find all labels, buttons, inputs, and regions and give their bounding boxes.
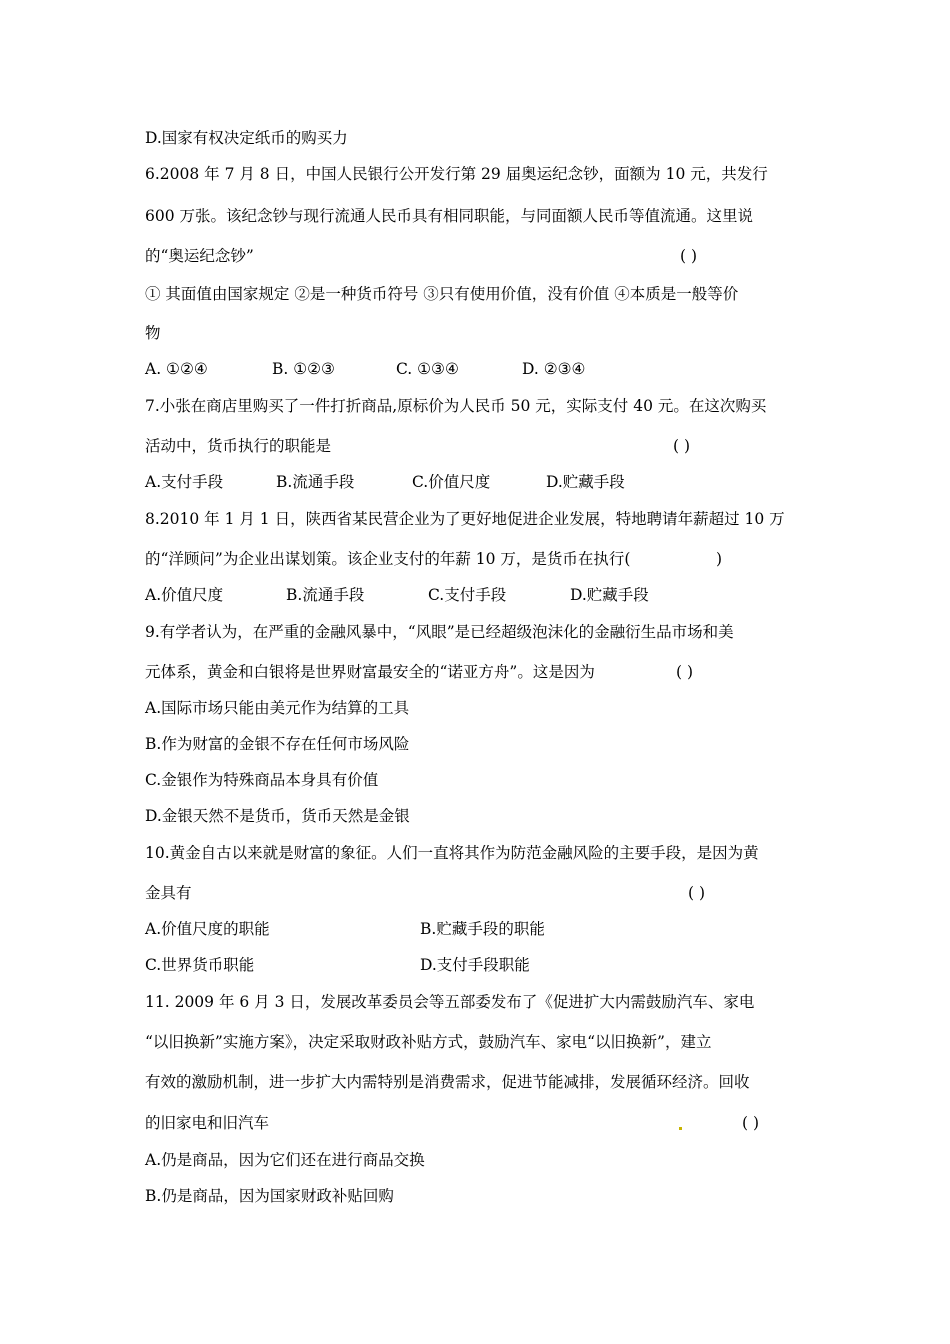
q9-answer-blank: ( ) [676,663,694,681]
q11-stem-line-2: “以旧换新”实施方案》，决定采取财政补贴方式，鼓励汽车、家电“以旧换新”，建立 [145,1033,712,1051]
q10-stem-line-1: 10.黄金自古以来就是财富的象征。人们一直将其作为防范金融风险的主要手段，是因为黄 [145,844,759,862]
q6-stem-line-2: 600 万张。该纪念钞与现行流通人民币具有相同职能，与同面额人民币等值流通。这里说 [145,207,754,225]
q11-answer-blank: ( ) [742,1114,760,1132]
speck-mark [679,1127,682,1130]
q7-stem-line-2: 活动中，货币执行的职能是 [145,437,332,455]
q7-option-b: B.流通手段 [276,473,355,491]
q11-option-b: B.仍是商品，因为国家财政补贴回购 [145,1187,394,1205]
q10-option-c: C.世界货币职能 [145,956,255,974]
q9-stem-line-2: 元体系，黄金和白银将是世界财富最安全的“诺亚方舟”。这是因为 [145,663,595,681]
q7-stem-line-1: 7.小张在商店里购买了一件打折商品,原标价为人民币 50 元，实际支付 40 元。在这次购买 [145,397,767,415]
q7-option-d: D.贮藏手段 [546,473,625,491]
q6-statements-cont: 物 [145,324,161,342]
q8-stem-line-1: 8.2010 年 1 月 1 日，陕西省某民营企业为了更好地促进企业发展，特地聘请年薪超过 10 万 [145,510,785,528]
q11-option-a: A.仍是商品，因为它们还在进行商品交换 [145,1151,425,1169]
q6-option-c: C. ①③④ [396,360,459,378]
q9-option-d: D.金银天然不是货币，货币天然是金银 [145,807,410,825]
q10-option-b: B.贮藏手段的职能 [420,920,545,938]
q8-stem-line-2: 的“洋顾问”为企业出谋划策。该企业支付的年薪 10 万，是货币在执行( [145,550,631,568]
q6-stem-line-3: 的“奥运纪念钞” [145,247,254,265]
q9-option-b: B.作为财富的金银不存在任何市场风险 [145,735,410,753]
q10-answer-blank: ( ) [688,884,706,902]
q6-option-d: D. ②③④ [522,360,586,378]
q10-stem-line-2: 金具有 [145,884,192,902]
q7-answer-blank: ( ) [673,437,691,455]
q8-option-d: D.贮藏手段 [570,586,649,604]
q8-option-a: A.价值尺度 [145,586,224,604]
q9-option-a: A.国际市场只能由美元作为结算的工具 [145,699,410,717]
q7-option-c: C.价值尺度 [412,473,491,491]
q8-option-b: B.流通手段 [286,586,365,604]
q9-option-c: C.金银作为特殊商品本身具有价值 [145,771,379,789]
q11-stem-line-1: 11. 2009 年 6 月 3 日，发展改革委员会等五部委发布了《促进扩大内需鼓励汽车、家电 [145,993,755,1011]
q10-option-a: A.价值尺度的职能 [145,920,270,938]
q9-stem-line-1: 9.有学者认为，在严重的金融风暴中，“风眼”是已经超级泡沫化的金融衍生品市场和美 [145,623,734,641]
q6-option-b: B. ①②③ [272,360,335,378]
q11-stem-line-3: 有效的激励机制，进一步扩大内需特别是消费需求，促进节能减排，发展循环经济。回收 [145,1073,750,1091]
q5-option-d: D.国家有权决定纸币的购买力 [145,129,348,147]
q11-stem-line-4: 的旧家电和旧汽车 [145,1114,270,1132]
q8-answer-blank-close: ) [716,550,723,568]
q10-option-d: D.支付手段职能 [420,956,530,974]
q6-statements: ① 其面值由国家规定 ②是一种货币符号 ③只有使用价值，没有价值 ④本质是一般等价 [145,285,739,303]
q6-option-a: A. ①②④ [145,360,208,378]
q6-answer-blank: ( ) [680,247,698,265]
q7-option-a: A.支付手段 [145,473,224,491]
q6-stem-line-1: 6.2008 年 7 月 8 日，中国人民银行公开发行第 29 届奥运纪念钞，面额为 10 元，共发行 [145,165,768,183]
q8-option-c: C.支付手段 [428,586,507,604]
